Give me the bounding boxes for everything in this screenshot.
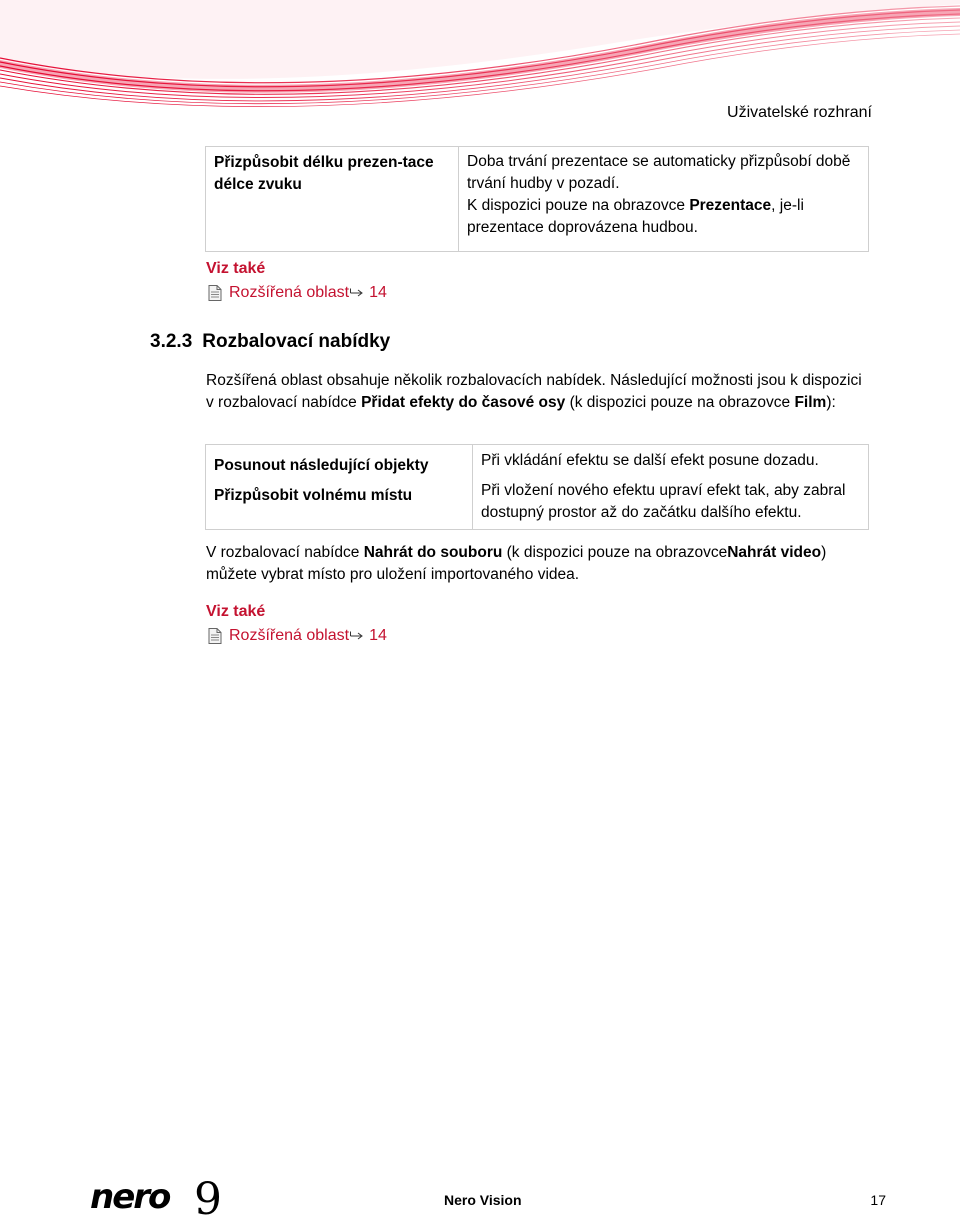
option-term: Přizpůsobit délku prezen-tace délce zvuku xyxy=(214,154,434,193)
table-desc-cell xyxy=(459,147,869,252)
footer-product-name: Nero Vision xyxy=(444,1192,522,1208)
see-also-link[interactable] xyxy=(208,284,387,302)
paragraph-text: (k dispozici pouze na obrazovce xyxy=(565,394,795,411)
table-desc-cell xyxy=(473,445,869,530)
paragraph-text: ) můžete vybrat místo pro uložení importovaného videa. xyxy=(206,544,827,583)
arrow-right-icon xyxy=(350,631,363,641)
body-paragraph-1 xyxy=(206,370,866,414)
menu-name: Nahrát do souboru xyxy=(363,544,503,561)
availability-text-end: , je-li prezentace doprovázena hudbou. xyxy=(467,197,804,236)
settings-table-2 xyxy=(205,444,869,530)
option-term: Přizpůsobit volnému místu xyxy=(214,487,413,504)
document-icon xyxy=(208,285,222,301)
see-also-link-text: Rozšířená oblast xyxy=(229,284,350,301)
option-description: Doba trvání prezentace se automaticky přizpůsobí době trvání hudby v pozadí. xyxy=(467,153,851,192)
table-row xyxy=(206,445,869,530)
menu-name: Přidat efekty do časové osy xyxy=(361,394,566,411)
see-also-page: 14 xyxy=(369,284,387,301)
availability-screen-name: Prezentace xyxy=(689,197,772,214)
svg-text:nero: nero xyxy=(90,1178,170,1217)
svg-text:9: 9 xyxy=(194,1178,222,1224)
paragraph-text: ): xyxy=(826,394,836,411)
section-title: Rozbalovací nabídky xyxy=(202,331,391,352)
paragraph-text: V rozbalovací nabídce xyxy=(206,544,364,561)
see-also-heading: Viz také xyxy=(206,603,266,620)
option-description: Při vkládání efektu se další efekt posune dozadu. xyxy=(481,452,819,469)
table-row xyxy=(206,147,869,252)
option-availability xyxy=(467,195,860,239)
document-icon xyxy=(208,628,222,644)
nero-logo xyxy=(90,1178,230,1224)
availability-text: K dispozici pouze na obrazovce xyxy=(467,197,690,214)
section-number: 3.2.3 xyxy=(150,331,193,352)
see-also-link-text: Rozšířená oblast xyxy=(229,627,350,644)
option-term: Posunout následující objekty xyxy=(214,457,429,474)
body-paragraph-2 xyxy=(206,542,866,586)
table-term-cell xyxy=(206,147,459,252)
arrow-right-icon xyxy=(350,288,363,298)
paragraph-text: Rozšířená oblast obsahuje několik rozbalovacích nabídek. Následující možnosti jsou k dispozici v rozbalovací nabídce xyxy=(206,372,862,411)
see-also-page: 14 xyxy=(369,627,387,644)
option-description: Při vložení nového efektu upraví efekt tak, aby zabral dostupný prostor až do začátku dalšího efektu. xyxy=(481,482,846,521)
footer-page-number: 17 xyxy=(870,1192,886,1208)
paragraph-text: (k dispozici pouze na obrazovce xyxy=(502,544,728,561)
screen-name: Film xyxy=(794,394,827,411)
settings-table-1 xyxy=(205,146,869,252)
see-also-link[interactable] xyxy=(208,627,387,645)
see-also-heading: Viz také xyxy=(206,260,266,277)
screen-name: Nahrát video xyxy=(727,544,822,561)
section-heading xyxy=(150,331,390,353)
table-term-cell xyxy=(206,445,473,530)
running-header-title: Uživatelské rozhraní xyxy=(727,104,872,121)
